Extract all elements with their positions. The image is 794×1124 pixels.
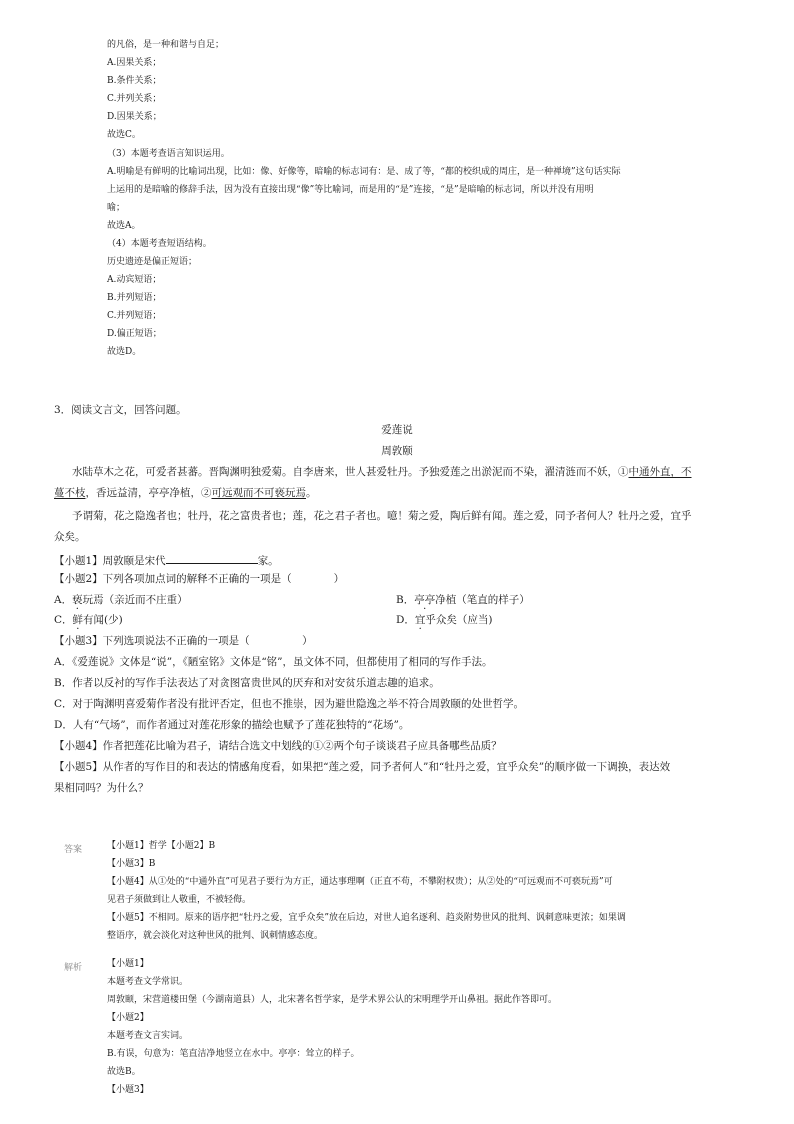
passage-paragraph-2-cont: 众矣。 xyxy=(54,531,86,543)
text-line: 的凡俗，是一种和谐与自足； xyxy=(107,40,225,50)
answer-line: 【小题5】不相同。原来的语序把“牡丹之爱，宜乎众矣”放在后边，对世人追名逐利、趋炎附势世风的批判、讽刺意味更浓；如果调 xyxy=(107,913,626,923)
text-line: 故选C。 xyxy=(107,130,141,140)
text-line: C.并列短语； xyxy=(107,311,162,321)
sub-question-2: 【小题2】下列各项加点词的解释不正确的一项是（ ） xyxy=(54,573,345,585)
text-line: （3）本题考查语言知识运用。 xyxy=(107,149,230,159)
passage-paragraph-1: 水陆草木之花，可爱者甚蕃。晋陶渊明独爱菊。自李唐来，世人甚爱牡丹。予独爱莲之出淤泥而不染，濯清涟而不妖，①中通外直，不 xyxy=(72,466,692,478)
option-3A: A．《爱莲说》文体是“说”，《陋室铭》文体是“铭”，虽文体不同，但都使用了相同的写作手法。 xyxy=(54,656,493,668)
text-line: （4）本题考查短语结构。 xyxy=(107,239,212,249)
text-line: B.条件关系； xyxy=(107,76,162,86)
analysis-line: 【小题2】 xyxy=(107,1013,149,1023)
option-2C: C．鲜有闻(少) xyxy=(54,614,123,626)
dotted-word: 亵 xyxy=(72,594,83,606)
analysis-line: 故选B。 xyxy=(107,1067,141,1077)
text-line: 历史遗迹是偏正短语； xyxy=(107,257,198,267)
text-line: C.并列关系； xyxy=(107,94,162,104)
sub-question-3: 【小题3】下列选项说法不正确的一项是（ ） xyxy=(54,635,313,647)
sub-question-1: 【小题1】周敦颐是宋代 家。 xyxy=(54,555,279,567)
analysis-line: B.有误，句意为：笔直洁净地竖立在水中。亭亭：耸立的样子。 xyxy=(107,1049,360,1059)
answer-line: 见君子须做到让人敬重，不被轻侮。 xyxy=(107,895,252,905)
underlined-sentence-1: 中通外直，不 xyxy=(628,466,692,478)
option-2D: D．宜乎众矣（应当) xyxy=(396,614,493,626)
passage-author: 周敦颐 xyxy=(381,445,413,457)
text-line: B.并列短语； xyxy=(107,293,162,303)
analysis-line: 【小题1】 xyxy=(107,959,149,969)
analysis-line: 【小题3】 xyxy=(107,1085,149,1095)
dotted-word: 亭亭 xyxy=(414,594,436,606)
answer-line: 【小题4】从①处的“中通外直”可见君子要行为方正，通达事理啊（正直不苟，不攀附权贵）；从②处的“可远观而不可亵玩焉”可 xyxy=(107,877,613,887)
text-line: A.动宾短语； xyxy=(107,275,162,285)
underlined-sentence-2: 可远观而不可亵玩焉 xyxy=(211,487,306,499)
text-line: 喻； xyxy=(107,203,126,213)
text-line: 故选D。 xyxy=(107,347,142,357)
analysis-line: 本题考查文学常识。 xyxy=(107,977,189,987)
answer-line: 【小题1】哲学【小题2】B xyxy=(107,841,216,851)
underlined-sentence-1-cont: 蔓不枝 xyxy=(54,487,86,499)
answer-blank[interactable] xyxy=(166,554,258,564)
answer-line: 【小题3】B xyxy=(107,859,156,869)
passage-paragraph-2: 予谓菊，花之隐逸者也；牡丹，花之富贵者也；莲，花之君子者也。噫！菊之爱，陶后鲜有闻。莲之爱，同予者何人？牡丹之爱，宜乎 xyxy=(72,510,692,522)
text-line: A.因果关系； xyxy=(107,58,162,68)
answer-line: 整语序，就会淡化对这种世风的批判、讽刺情感态度。 xyxy=(107,931,324,941)
option-3B: B．作者以反衬的写作手法表达了对贪图富贵世风的厌弃和对安贫乐道志趣的追求。 xyxy=(54,677,440,689)
option-2A: A．亵玩焉（亲近而不庄重） xyxy=(54,594,188,606)
text-line: D.偏正短语； xyxy=(107,329,162,339)
analysis-line: 本题考查文言实词。 xyxy=(107,1031,189,1041)
text-line: 故选A。 xyxy=(107,221,141,231)
text-line: A.明喻是有鲜明的比喻词出现，比如：像、好像等，暗喻的标志词有：是、成了等，“都的校织成的周庄，是一种禅境”这句话实际 xyxy=(107,167,621,177)
sub-question-5-cont: 果相同吗？为什么？ xyxy=(54,782,149,794)
passage-title: 爱莲说 xyxy=(381,424,413,436)
analysis-line: 周敦颐，宋营道楼田堡（今湖南道县）人，北宋著名哲学家，是学术界公认的宋明理学开山鼻祖。据此作答即可。 xyxy=(107,995,558,1005)
dotted-word: 鲜 xyxy=(72,614,84,626)
analysis-label: 解析 xyxy=(64,963,83,973)
option-3C: C．对于陶渊明喜爱菊作者没有批评否定，但也不推崇，因为避世隐逸之举不符合周敦颐的处世哲学。 xyxy=(54,698,525,710)
passage-paragraph-1-cont: 蔓不枝，香远益清，亭亭净植，②可远观而不可亵玩焉。 xyxy=(54,487,317,499)
sub-question-4: 【小题4】作者把莲花比喻为君子，请结合选文中划线的①②两个句子谈谈君子应具备哪些品质？ xyxy=(54,740,502,752)
text-line: 上运用的是暗喻的修辞手法，因为没有直接出现“像”等比喻词，而是用的“是”连接，“是”是暗喻的标志词，所以并没有用明 xyxy=(107,185,594,195)
question-intro: 3．阅读文言文，回答问题。 xyxy=(54,404,187,416)
answer-label: 答案 xyxy=(64,845,83,855)
option-2B: B．亭亭净植（笔直的样子） xyxy=(396,594,530,606)
option-3D: D．人有“气场”，而作者通过对莲花形象的描绘也赋予了莲花独特的“花场”。 xyxy=(54,719,410,731)
dotted-word: 宜 xyxy=(414,614,426,626)
text-line: D.因果关系； xyxy=(107,112,162,122)
sub-question-5: 【小题5】从作者的写作目的和表达的情感角度看，如果把“莲之爱，同予者何人”和“牡丹之爱，宜乎众矣”的顺序做一下调换，表达效 xyxy=(54,761,671,773)
